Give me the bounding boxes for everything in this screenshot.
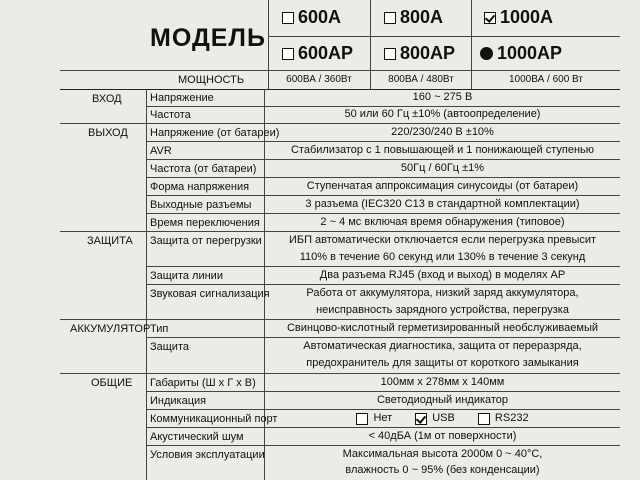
section-output: ВЫХОД [88,127,128,139]
comm-option-rs232[interactable] [478,410,529,427]
param-transfer-time: Время переключения [150,217,260,229]
value-out-voltage: 220/230/240 В ±10% [391,126,494,138]
value-environment-line2: влажность 0 ~ 95% (без конденсации) [345,464,540,476]
value-environment-line1: Максимальная высота 2000м 0 ~ 40°C, [342,448,543,460]
model-1000a-label: 1000A [500,7,554,27]
model-600a[interactable] [282,7,341,28]
param-out-voltage: Напряжение (от батареи) [150,127,280,139]
checkbox-800ap[interactable] [384,48,396,60]
value-avr: Стабилизатор с 1 повышающей и 1 понижающей ступенью [290,144,595,156]
param-in-voltage: Напряжение [150,92,214,104]
value-line-protection: Два разъема RJ45 (вход и выход) в моделях AP [319,269,566,281]
model-800a-label: 800A [400,7,444,27]
param-comm-port: Коммуникационный порт [150,413,278,425]
model-600ap-label: 600AP [298,43,354,63]
section-protection: ЗАЩИТА [87,235,133,247]
checkbox-800a[interactable] [384,12,396,24]
value-transfer-time: 2 ~ 4 мс включая время обнаружения (типовое) [320,216,565,228]
section-battery: АККУМУЛЯТОР [70,323,151,335]
power-label: МОЩНОСТЬ [178,74,245,86]
param-battery-type: Тип [150,323,169,335]
value-battery-protection-line2: предохранитель для защиты от короткого замыкания [306,357,579,369]
param-overload: Защита от перегрузки [150,235,262,247]
value-dimensions: 100мм х 278мм х 140мм [380,376,505,388]
model-1000a[interactable] [484,7,553,28]
model-800ap-label: 800AP [400,43,456,63]
checkbox-usb-checked[interactable] [415,413,427,425]
divider [268,36,620,37]
param-noise: Акустический шум [150,431,244,443]
filled-marker-1000ap[interactable] [480,47,493,60]
power-1000: 1000ВА / 600 Вт [509,74,583,85]
checkbox-1000a-checked[interactable] [484,12,496,24]
comm-option-rs232-label: RS232 [494,412,529,424]
section-general: ОБЩИЕ [91,377,133,389]
param-environment: Условия эксплуатации [150,449,265,461]
value-indication: Светодиодный индикатор [376,394,509,406]
param-avr: AVR [150,145,172,157]
value-alarm-line2: неисправность зарядного устройства, перегрузка [316,304,569,316]
param-indication: Индикация [150,395,207,407]
value-battery-type: Свинцово-кислотный герметизированный необслуживаемый [286,322,599,334]
model-600a-label: 600A [298,7,342,27]
comm-option-usb[interactable] [415,410,455,427]
model-1000ap-label: 1000AP [497,43,563,63]
value-in-frequency: 50 или 60 Гц ±10% (автоопределение) [344,108,541,120]
value-out-frequency: 50Гц / 60Гц ±1% [400,162,485,174]
checkbox-600a[interactable] [282,12,294,24]
value-battery-protection-line1: Автоматическая диагностика, защита от переразряда, [303,340,582,352]
value-alarm-line1: Работа от аккумулятора, низкий заряд аккумулятора, [306,287,579,299]
comm-option-none[interactable] [356,410,392,427]
power-600: 600ВА / 360Вт [286,74,352,85]
value-in-voltage: 160 ~ 275 В [412,91,473,103]
model-800ap[interactable] [384,43,455,64]
value-outlets: 3 разъема (IEC320 C13 в стандартной комплектации) [305,198,580,210]
divider [60,70,620,71]
param-dimensions: Габариты (Ш х Г х В) [150,377,256,389]
param-alarm: Звуковая сигнализация [150,288,270,300]
comm-option-usb-label: USB [432,412,455,424]
value-waveform: Ступенчатая аппроксимация синусоиды (от батареи) [306,180,579,192]
model-600ap[interactable] [282,43,353,64]
page-title: МОДЕЛЬ [150,24,266,52]
param-in-frequency: Частота [150,109,191,121]
model-1000ap[interactable] [480,43,562,64]
checkbox-none[interactable] [356,413,368,425]
param-outlets: Выходные разъемы [150,199,252,211]
checkbox-600ap[interactable] [282,48,294,60]
checkbox-rs232[interactable] [478,413,490,425]
value-overload-line2: 110% в течение 60 секунд или 130% в течение 3 секунд [299,251,586,263]
comm-option-none-label: Нет [373,412,393,424]
param-battery-protection: Защита [150,341,189,353]
power-800: 800ВА / 480Вт [388,74,454,85]
param-line-protection: Защита линии [150,270,223,282]
value-overload-line1: ИБП автоматически отключается если перегрузка превысит [288,234,597,246]
section-input: ВХОД [92,93,122,105]
model-800a[interactable] [384,7,443,28]
value-noise: < 40дБА (1м от поверхности) [368,430,517,442]
param-waveform: Форма напряжения [150,181,250,193]
param-out-frequency: Частота (от батареи) [150,163,257,175]
